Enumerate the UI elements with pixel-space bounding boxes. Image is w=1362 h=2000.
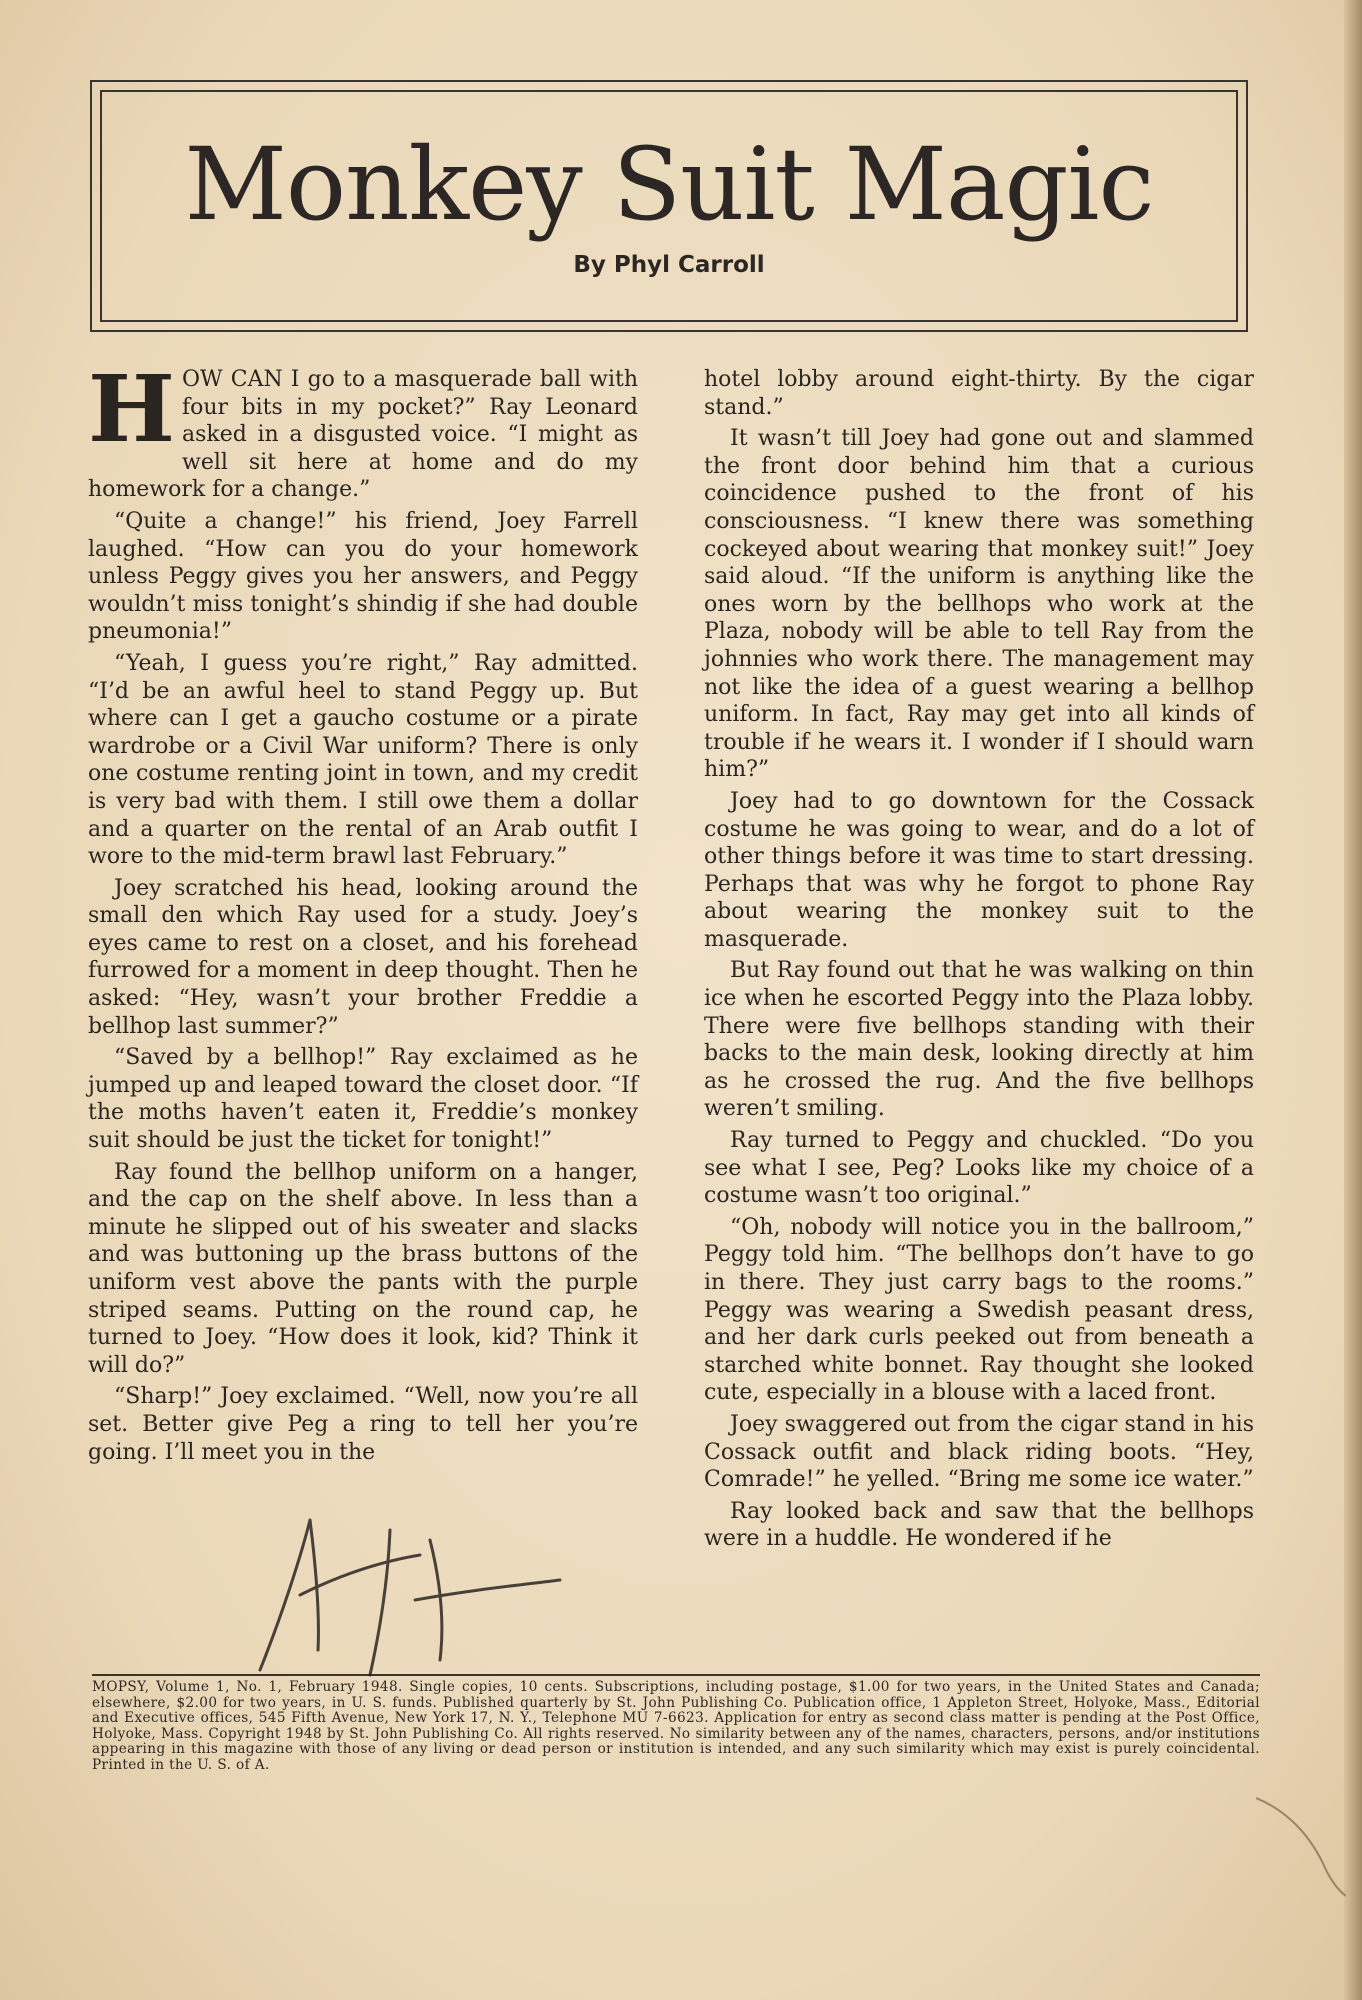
handwritten-mark-icon bbox=[240, 1500, 580, 1690]
paragraph: “Saved by a bellhop!” Ray exclaimed as he jumped up and leaped toward the closet door. “If the moths haven’t eaten it, Freddie’s monkey suit should be just the ticket for tonight!” bbox=[88, 1045, 638, 1154]
title-box bbox=[90, 80, 1248, 332]
paragraph: Ray turned to Peggy and chuckled. “Do you see what I see, Peg? Looks like my choice of a costume wasn’t too original.” bbox=[704, 1128, 1254, 1209]
right-column bbox=[704, 366, 1254, 1557]
paragraph: “Yeah, I guess you’re right,” Ray admitted. “I’d be an awful heel to stand Peggy up. But where can I get a gaucho costume or a pirate wardrobe or a Civil War uniform? There is only one costume renting joint in town, and my credit is very bad with them. I still owe them a dollar and a quarter on the rental of an Arab outfit I wore to the mid-term brawl last February.” bbox=[88, 650, 638, 870]
paragraph: “Quite a change!” his friend, Joey Farrell laughed. “How can you do your homework unless Peggy gives you her answers, and Peggy wouldn’t miss tonight’s shindig if she had double pneumonia!” bbox=[88, 508, 638, 645]
title-box-inner-border bbox=[100, 90, 1238, 322]
paragraph: Joey had to go downtown for the Cossack costume he was going to wear, and do a lot of other things before it was time to start dressing. Perhaps that was why he forgot to phone Ray about wearing the monkey suit to the masquerade. bbox=[704, 788, 1254, 952]
page-spine-edge bbox=[1344, 0, 1362, 2000]
drop-cap: H bbox=[88, 355, 175, 463]
paragraph: Joey swaggered out from the cigar stand in his Cossack outfit and black riding boots. “Hey, Comrade!” he yelled. “Bring me some ice water.” bbox=[704, 1411, 1254, 1493]
paragraph: Joey scratched his head, looking around the small den which Ray used for a study. Joey’s eyes came to rest on a closet, and his forehead furrowed for a moment in deep thought. Then he asked: “Hey, wasn’t your brother Freddie a bellhop last summer?” bbox=[88, 875, 638, 1039]
left-column bbox=[88, 355, 638, 1470]
paragraph: It wasn’t till Joey had gone out and slammed the front door behind him that a curious coincidence pushed to the front of his consciousness. “I knew there was something cockeyed about wearing that monkey suit!” Joey said aloud. “If the uniform is anything like the ones worn by the bellhops who work at the Plaza, nobody will be able to tell Ray from the johnnies who work there. The management may not like the idea of a guest wearing a bellhop uniform. In fact, Ray may get into all kinds of trouble if he wears it. I wonder if I should warn him?” bbox=[704, 426, 1254, 783]
paragraph: But Ray found out that he was walking on thin ice when he escorted Peggy into the Plaza lobby. There were five bellhops standing with their backs to the main desk, looking directly at him as he crossed the rug. And the five bellhops weren’t smiling. bbox=[704, 958, 1254, 1122]
publication-notice: MOPSY, Volume 1, No. 1, February 1948. Single copies, 10 cents. Subscriptions, including postage, $1.00 for two years, in the United States and Canada; elsewhere, $2.00 for two years, in U. S. funds. Published quarterly by St. John Publishing Co. Publication office, 1 Appleton Street, Holyoke, Mass., Editorial and Executive offices, 545 Fifth Avenue, New York 17, N. Y., Telephone MU 7-6623. Application for entry as second class matter is pending at the Post Office, Holyoke, Mass. Copyright 1948 by St. John Publishing Co. All rights reserved. No similarity between any of the names, characters, persons, and/or institutions appearing in this magazine with those of any living or dead person or institution is intended, and any such similarity which may exist is purely coincidental. Printed in the U. S. of A. bbox=[92, 1679, 1260, 1773]
paragraph: “Oh, nobody will notice you in the ballroom,” Peggy told him. “The bellhops don’t have to go in there. They just carry bags to the rooms.” Peggy was wearing a Swedish peasant dress, and her dark curls peeked out from beneath a starched white bonnet. Ray thought she looked cute, especially in a blouse with a laced front. bbox=[704, 1214, 1254, 1406]
paragraph-text: OW CAN I go to a masquerade ball with four bits in my pocket?” Ray Leonard asked in a disgusted voice. “I might as well sit here at home and do my homework for a change.” bbox=[88, 367, 638, 503]
article-title: Monkey Suit Magic bbox=[184, 126, 1154, 243]
paragraph: Ray found the bellhop uniform on a hanger, and the cap on the shelf above. In less than a minute he slipped out of his sweater and slacks and was buttoning up the brass buttons of the uniform vest above the pants with the purple striped seams. Putting on the round cap, he turned to Joey. “How does it look, kid? Think it will do?” bbox=[88, 1159, 638, 1378]
paragraph: “Sharp!” Joey exclaimed. “Well, now you’re all set. Better give Peg a ring to tell her you’re going. I’ll meet you in the bbox=[88, 1384, 638, 1465]
paragraph: hotel lobby around eight-thirty. By the cigar stand.” bbox=[704, 367, 1254, 420]
article-byline: By Phyl Carroll bbox=[573, 252, 765, 278]
paper-crease-icon bbox=[1256, 1790, 1346, 1900]
paragraph bbox=[88, 355, 638, 504]
paragraph: Ray looked back and saw that the bellhops were in a huddle. He wondered if he bbox=[704, 1498, 1254, 1552]
